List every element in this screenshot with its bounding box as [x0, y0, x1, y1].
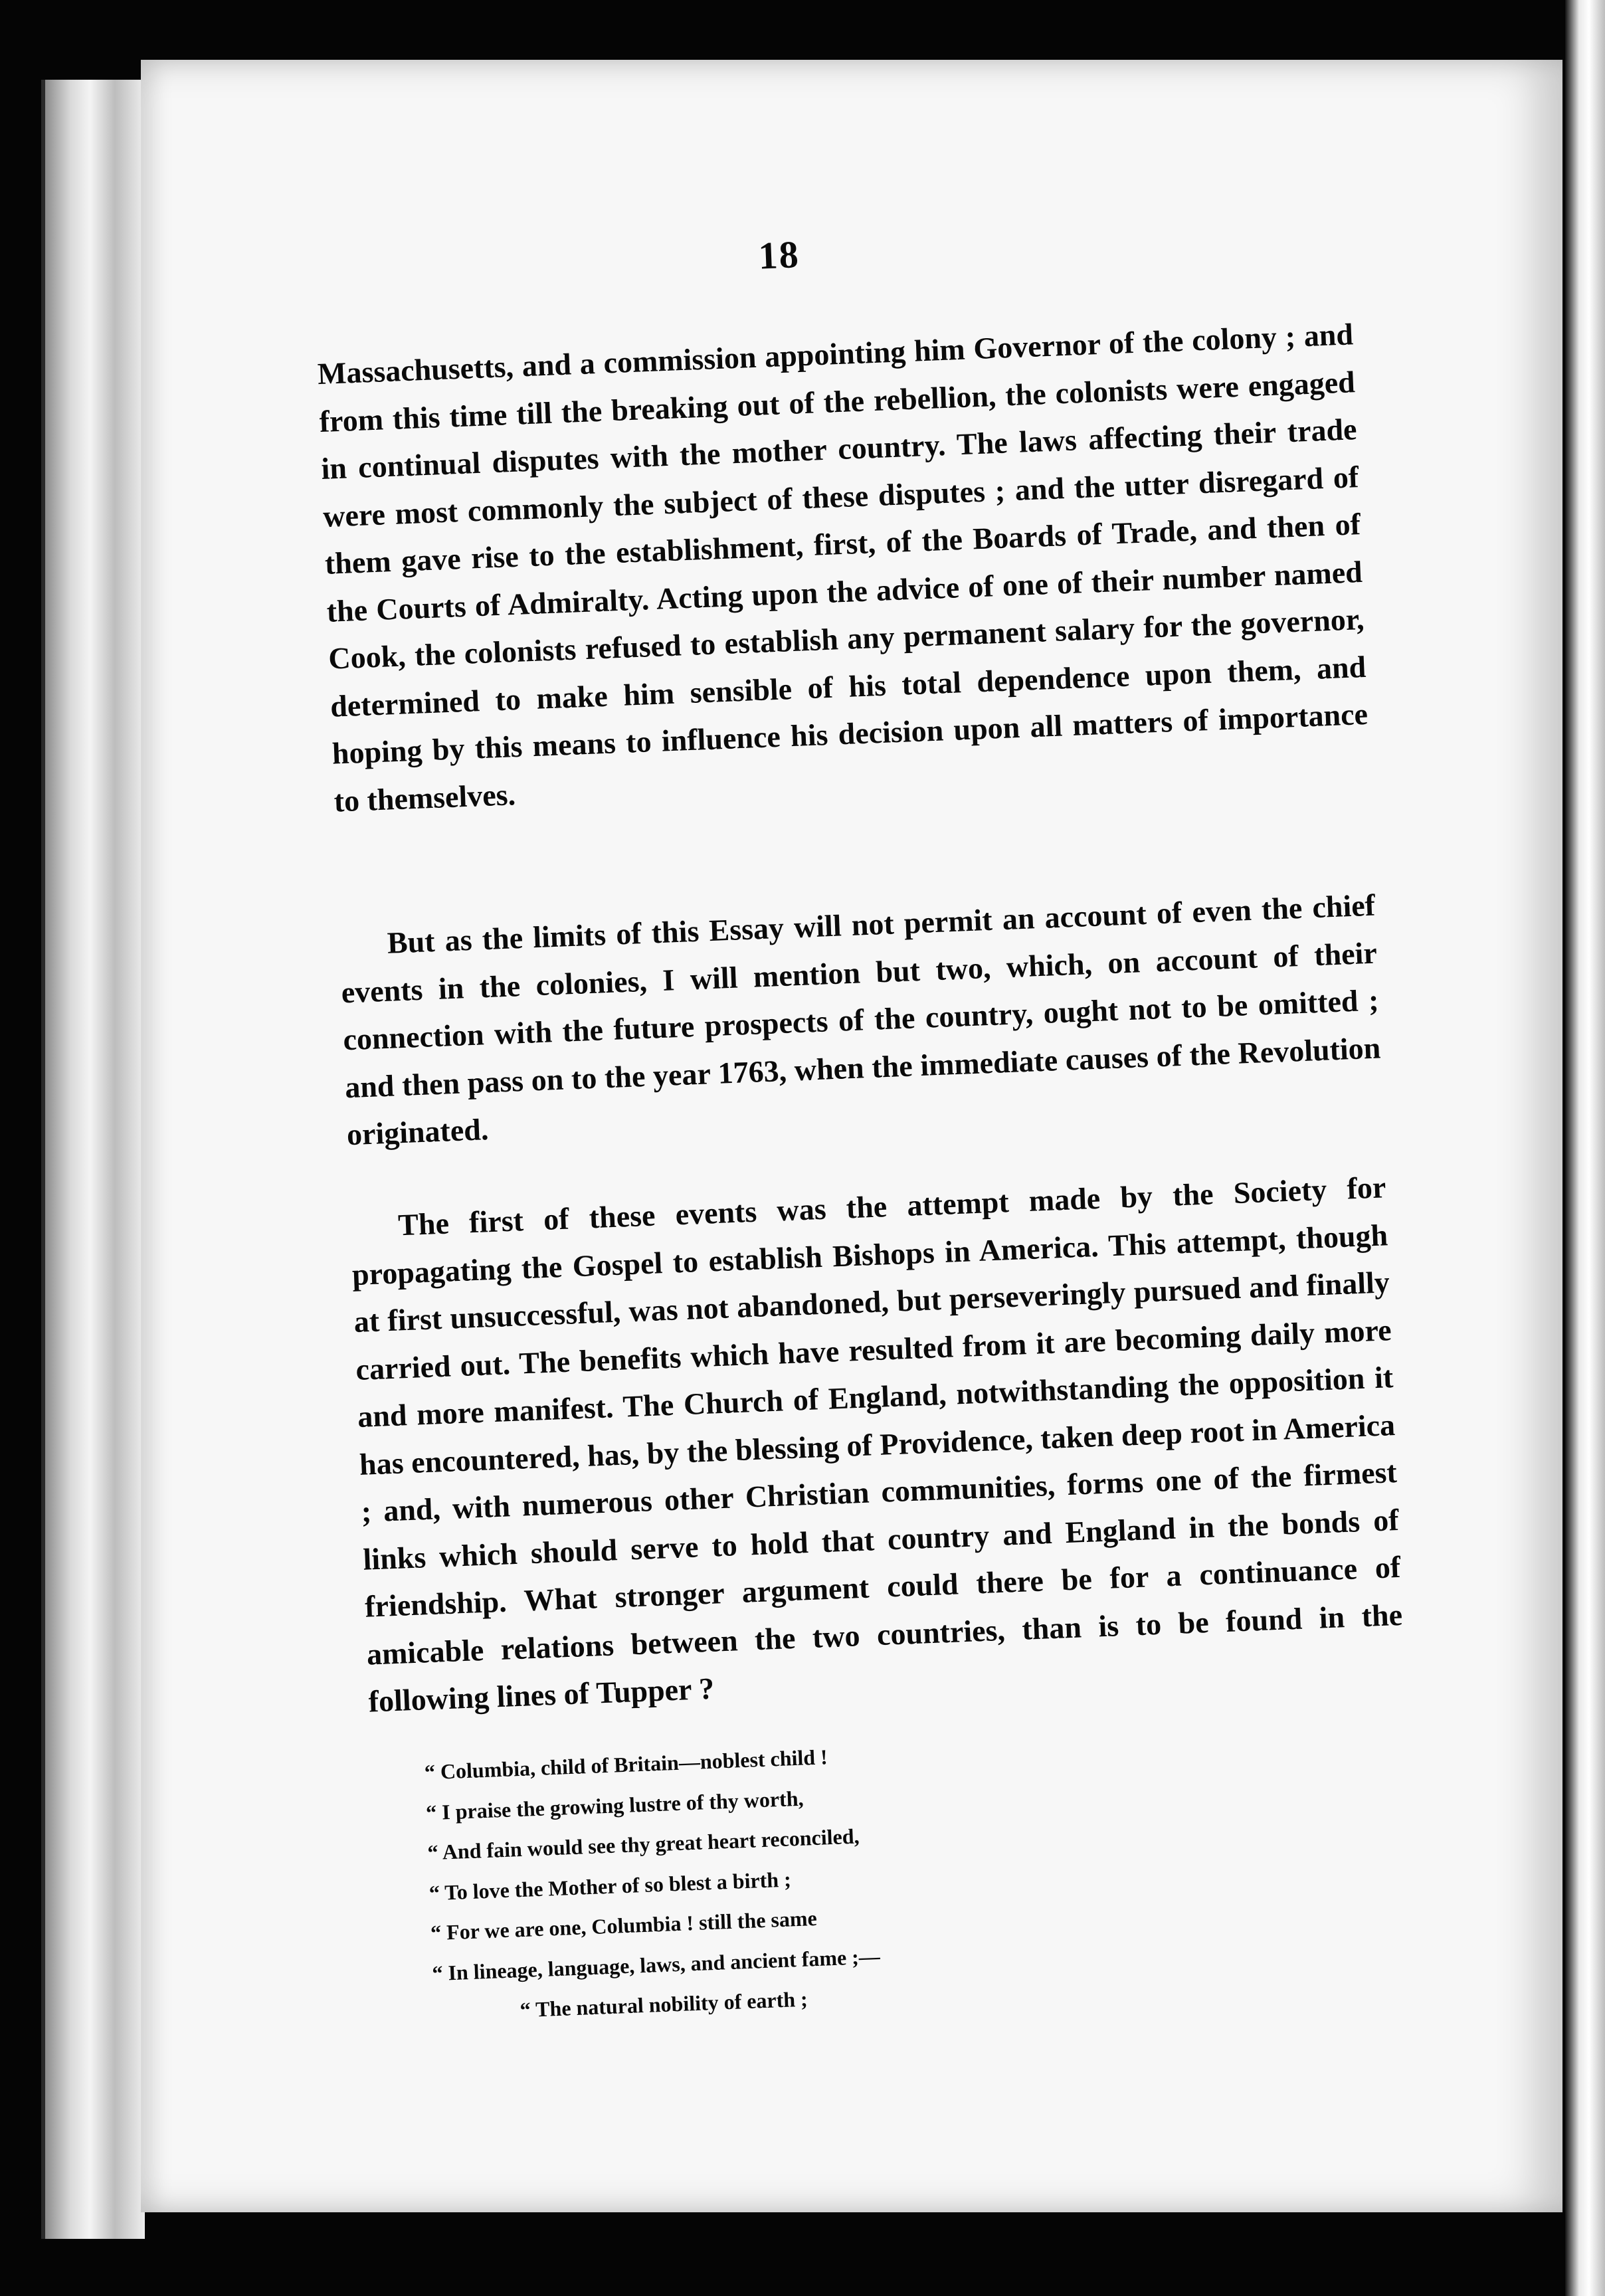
- poem-line: “ And fain would see thy great heart reconciled,: [426, 1824, 860, 1865]
- poem-line: “ For we are one, Columbia ! still the same: [430, 1905, 818, 1945]
- paragraph-3: The first of these events was the attempt made by the Society for propagating the Gospel to establish Bishops in America. This attempt, though at first unsuccessful, was not abandoned, but perseveringly pursued and finally carried out. The benefits which have resulted from it are becoming daily more and more manifest. The Church of England, notwithstanding the opposition it has encountered, has, by the blessing of Providence, taken deep root in America ; and, with numerous other Christian communities, forms one of the firmest links which should serve to hold that country and England in the bonds of friendship. What stronger argument could there be for a continuance of amicable relations between the two countries, than is to be found in the following lines of Tupper ?: [351, 1170, 1403, 1719]
- poem-line: “ The natural nobility of earth ;: [519, 1986, 808, 2022]
- paragraph-2: But as the limits of this Essay will not permit an account of even the chief events in the colonies, I will mention but two, which, on account of their connection with the future prospects of the country, ought not to be omitted ; and then pass on to the year 1763, when the immediate causes of the Revolution originated.: [340, 888, 1382, 1152]
- page-text-block: [165, 0, 1448, 2296]
- page-number: 18: [757, 233, 801, 278]
- book-spine-edge: [41, 80, 145, 2239]
- paragraph-1: Massachusetts, and a commission appointing him Governor of the colony ; and from this time till the breaking out of the rebellion, the colonists were engaged in continual disputes with the mother country. The laws affecting their trade were most commonly the subject of these disputes ; and the utter disregard of them gave rise to the establishment, first, of the Boards of Trade, and then of the Courts of Admiralty. Acting upon the advice of one of their number named Cook, the colonists refused to establish any permanent salary for the governor, determined to make him sensible of his total dependence upon them, and hoping by this means to influence his decision upon all matters of importance to themselves.: [317, 317, 1369, 818]
- poem-line: “ Columbia, child of Britain—noblest child !: [424, 1745, 828, 1784]
- poem-line: “ To love the Mother of so blest a birth ;: [428, 1866, 792, 1905]
- facing-page-edge: [1565, 0, 1605, 2296]
- poem-line: “ I praise the growing lustre of thy worth,: [425, 1786, 804, 1824]
- poem-quotation: [424, 1735, 882, 2034]
- poem-line: “ In lineage, language, laws, and ancient fame ;—: [431, 1943, 881, 1985]
